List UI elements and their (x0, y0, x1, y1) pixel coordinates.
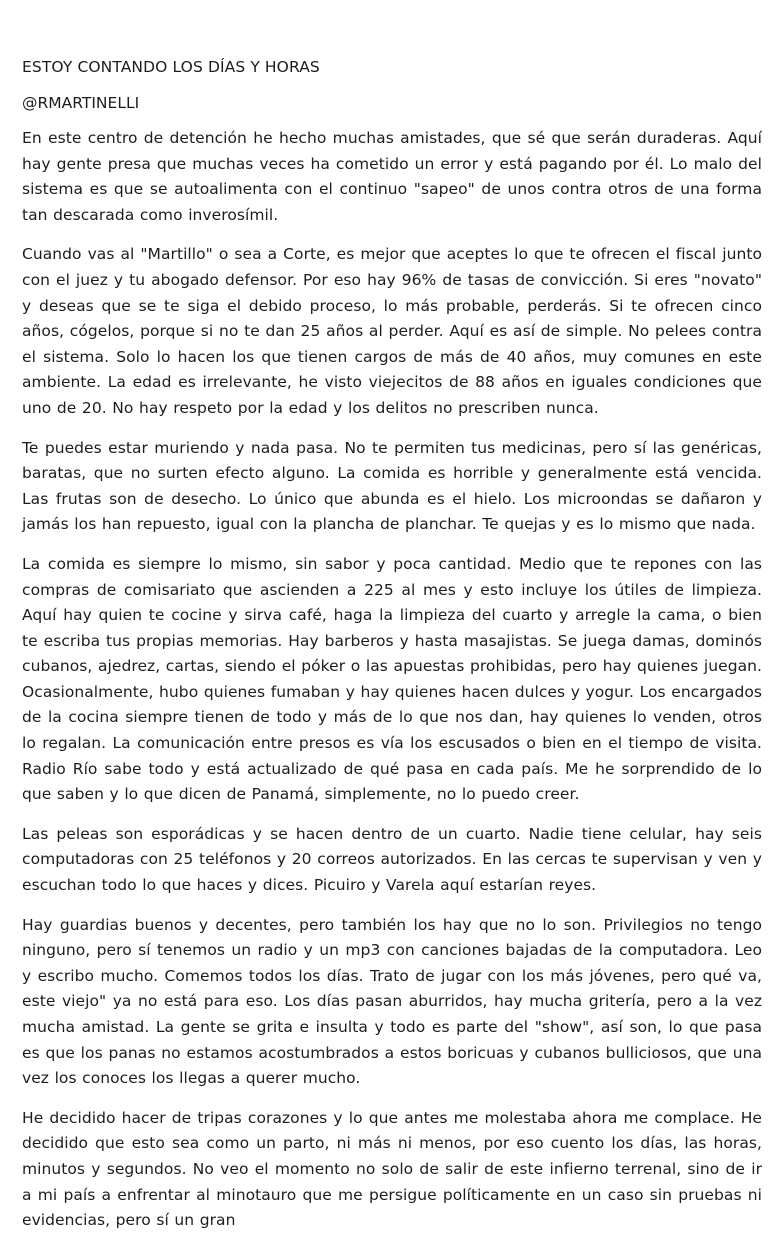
paragraph-fights-communication: Las peleas son esporádicas y se hacen dentro de un cuarto. Nadie tiene celular, hay seis computadoras con 25 teléfonos y 20 correos autorizados. En las cercas te supervisan y ven y escuchan todo lo que haces y dices. Picuiro y Varela aquí estarían reyes. (22, 824, 762, 895)
document-title: ESTOY CONTANDO LOS DÍAS Y HORAS (22, 58, 320, 76)
paragraph-detention-friendships: En este centro de detención he hecho muchas amistades, que sé que serán duraderas. Aquí hay gente presa que muchas veces ha cometido un error y está pagando por él. Lo malo del sistema es que se autoalimenta con el continuo "sapeo" de unos contra otros de una forma tan descarada como inverosímil. (22, 129, 762, 224)
author-handle: @RMARTINELLI (22, 94, 140, 112)
paragraph-medicines-food: Te puedes estar muriendo y nada pasa. No te permiten tus medicinas, pero sí las genéricas, baratas, que no surten efecto alguno. La comida es horrible y generalmente está vencida. Las frutas son de desecho. Lo único que abunda es el hielo. Los microondas se dañaron y jamás los han repuesto, igual con la plancha de planchar. Te quejas y es lo mismo que nada. (22, 438, 762, 534)
paragraph-counting-days: He decidido hacer de tripas corazones y lo que antes me molestaba ahora me complace. He decidido que esto sea como un parto, ni más ni menos, por eso cuento los días, las horas, minutos y segundos. No veo el momento no solo de salir de este infierno terrenal, sino de ir a mi país a enfrentar al minotauro que me persigue políticamente en un caso sin pruebas ni evidencias, pero sí un gran (22, 1108, 762, 1230)
letter-document (22, 54, 762, 1248)
paragraph-guards-routine: Hay guardias buenos y decentes, pero también los hay que no lo son. Privilegios no tengo ninguno, pero sí tenemos un radio y un mp3 con canciones bajadas de la computadora. Leo y escribo mucho. Comemos todos los días. Trato de jugar con los más jóvenes, pero qué va, este viejo" ya no está para eso. Los días pasan aburridos, hay mucha gritería, pero a la vez mucha amistad. La gente se grita e insulta y todo es parte del "show", así son, lo que pasa es que los panas no estamos acostumbrados a estos boricuas y cubanos bulliciosos, que una vez los conoces los llegas a querer mucho. (22, 915, 762, 1088)
paragraph-daily-life: La comida es siempre lo mismo, sin sabor y poca cantidad. Medio que te repones con las compras de comisariato que ascienden a 225 al mes y esto incluye los útiles de limpieza. Aquí hay quien te cocine y sirva café, haga la limpieza del cuarto y arregle la cama, o bien te escriba tus propias memorias. Hay barberos y hasta masajistas. Se juega damas, dominós cubanos, ajedrez, cartas, siendo el póker o las apuestas prohibidas, pero hay quienes juegan. Ocasionalmente, hubo quienes fumaban y hay quienes hacen dulces y yogur. Los encargados de la cocina siempre tienen de todo y más de lo que nos dan, hay quienes lo venden, otros lo regalan. La comunicación entre presos es vía los escusados o bien en el tiempo de visita. Radio Río sabe todo y está actualizado de qué pasa en cada país. Me he sorprendido de lo que saben y lo que dicen de Panamá, simplemente, no lo puedo creer. (22, 554, 762, 804)
paragraph-court: Cuando vas al "Martillo" o sea a Corte, es mejor que aceptes lo que te ofrecen el fiscal junto con el juez y tu abogado defensor. Por eso hay 96% de tasas de convicción. Si eres "novato" y deseas que se te siga el debido proceso, lo más probable, perderás. Si te ofrecen cinco años, cógelos, porque si no te dan 25 años al perder. Aquí es así de simple. No pelees contra el sistema. Solo lo hacen los que tienen cargos de más de 40 años, muy comunes en este ambiente. La edad es irrelevante, he visto viejecitos de 88 años en iguales condiciones que uno de 20. No hay respeto por la edad y los delitos no prescriben nunca. (22, 245, 762, 417)
